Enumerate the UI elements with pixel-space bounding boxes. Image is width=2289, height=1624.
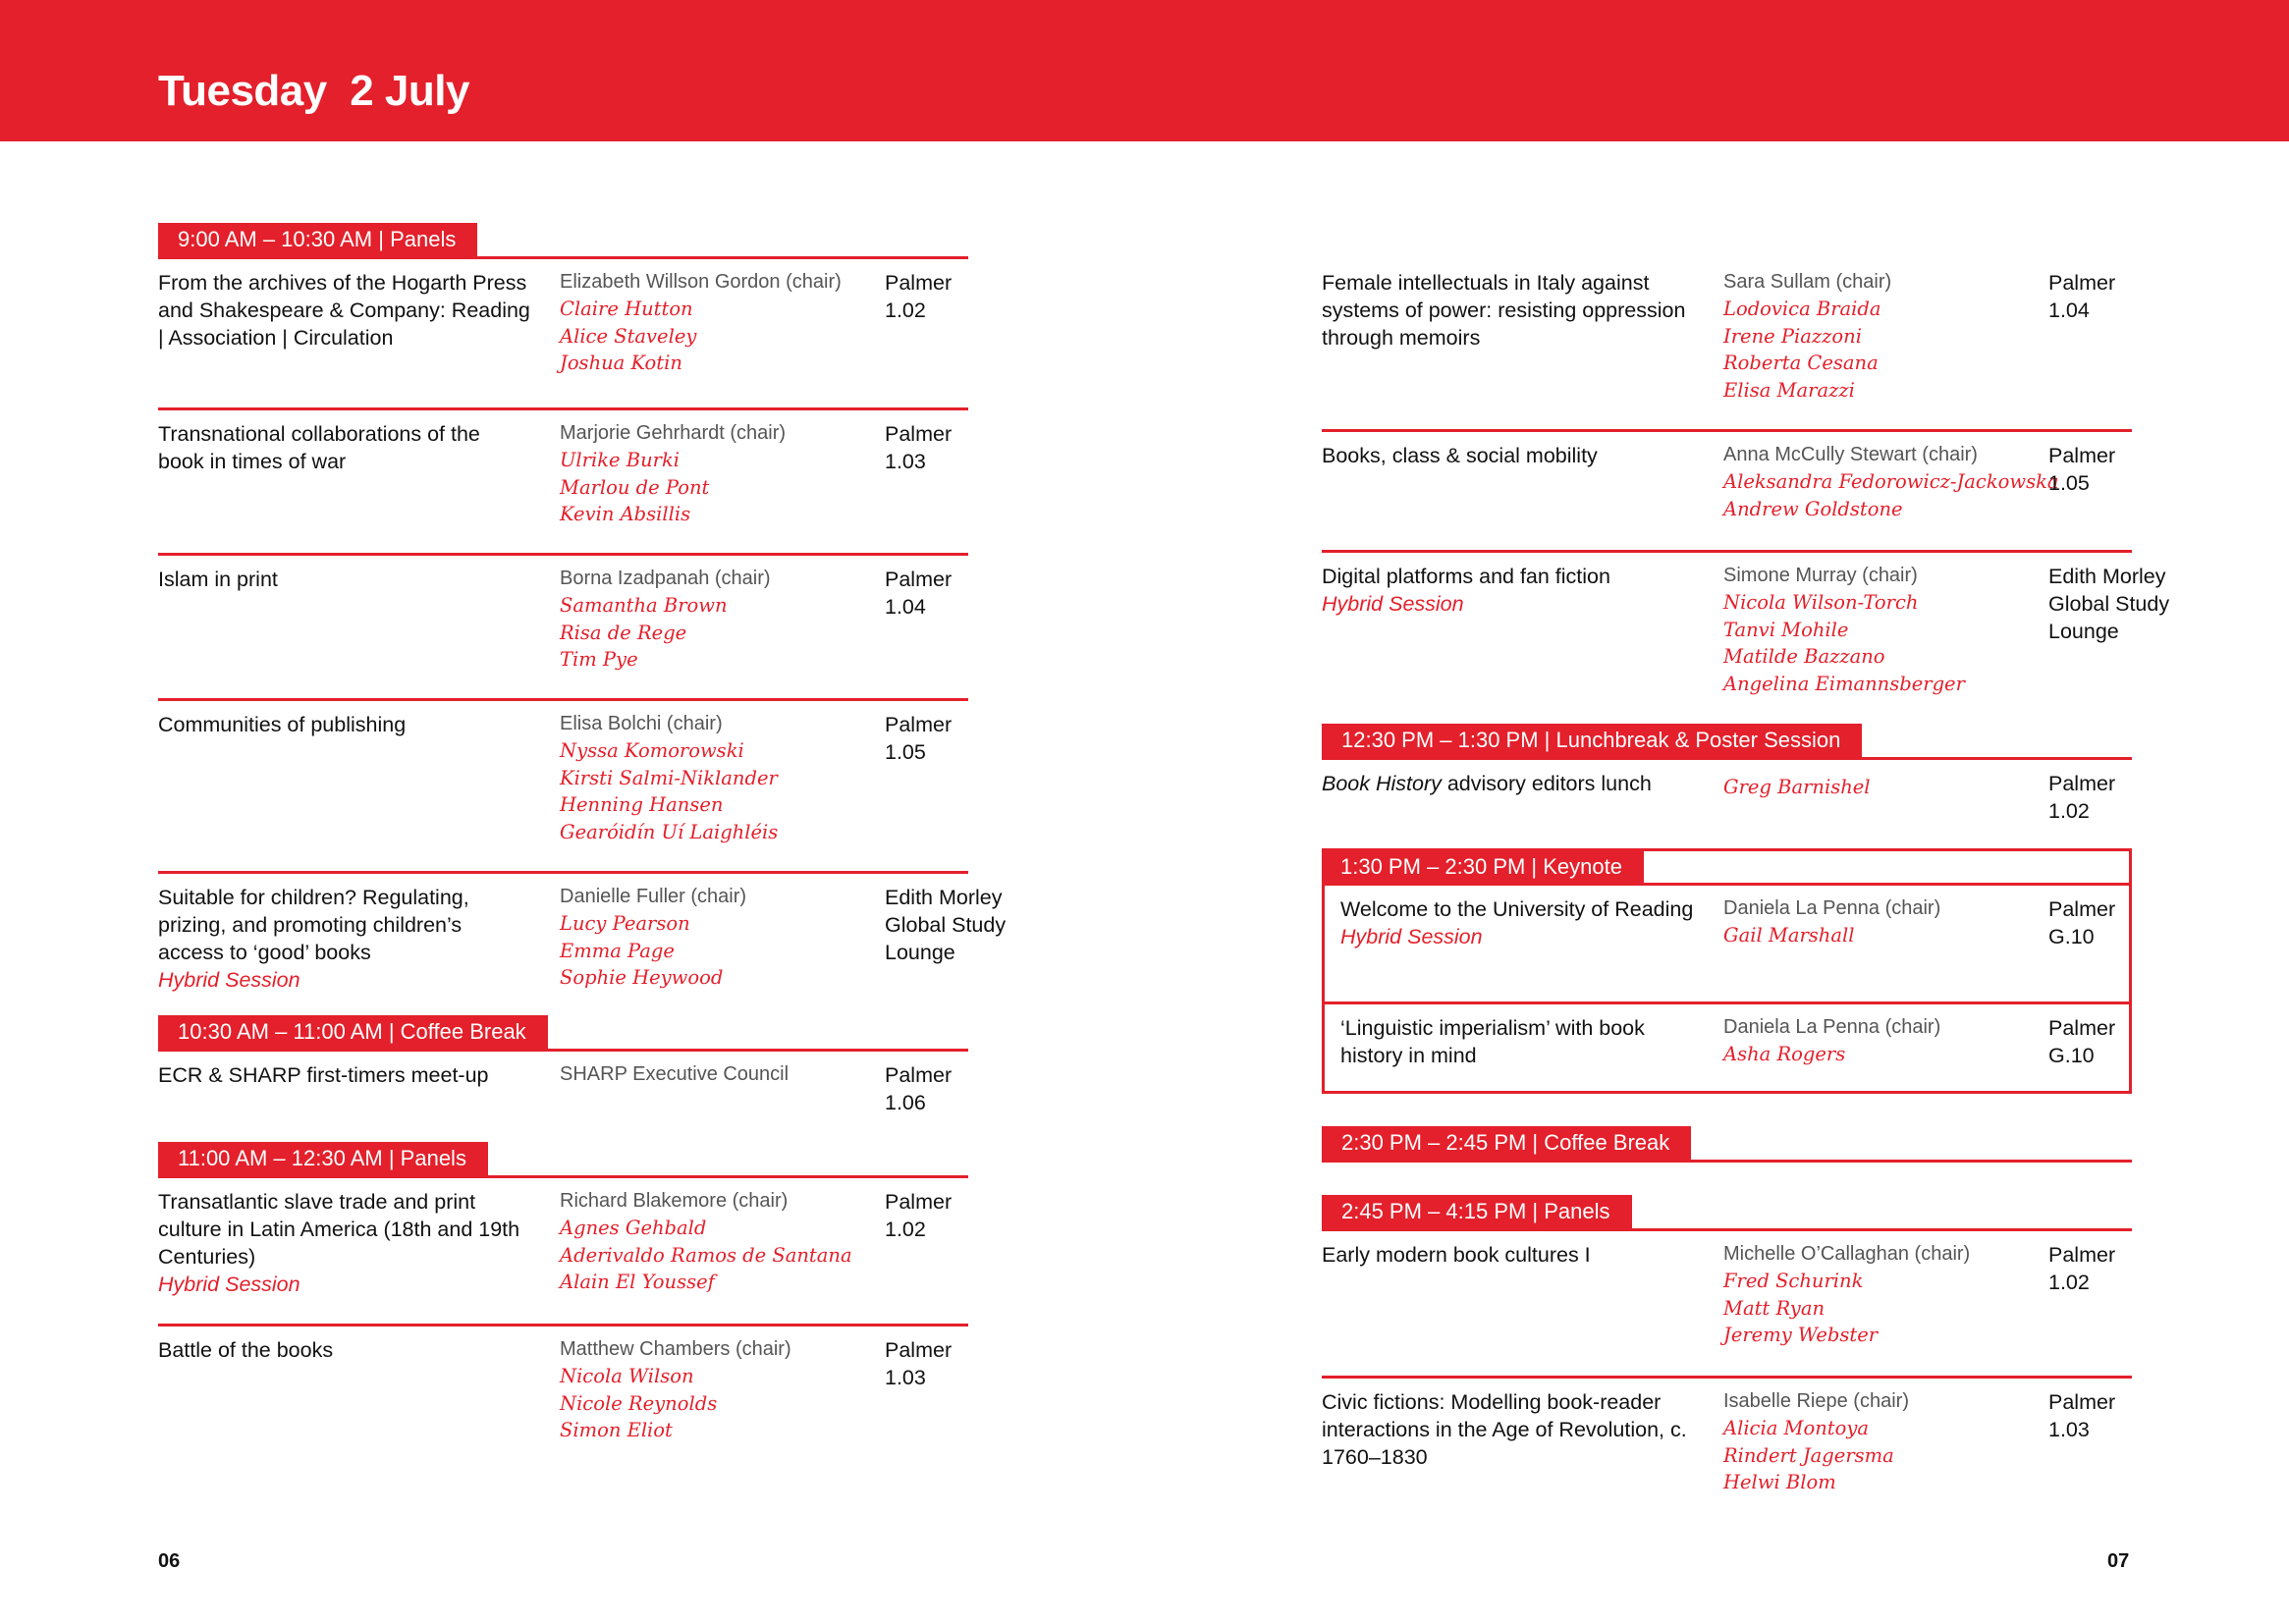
room-line: Palmer	[885, 1338, 953, 1362]
speaker: Tim Pye	[560, 648, 638, 671]
session-row	[158, 410, 968, 556]
session-title-italic: Book History	[1322, 772, 1442, 795]
room-line: 1.06	[885, 1091, 926, 1114]
speaker: Alicia Montoya	[1723, 1417, 1870, 1439]
session-title: Books, class & social mobility	[1322, 444, 1598, 467]
room-line: 1.02	[2048, 1271, 2090, 1294]
session-title	[1340, 895, 1694, 950]
session-title-text: advisory editors lunch	[1441, 772, 1652, 795]
session-people	[1723, 895, 2047, 949]
room-line: Palmer	[2048, 1016, 2116, 1040]
session-title: Communities of publishing	[158, 713, 407, 736]
timeslot-label: 9:00 AM – 10:30 AM | Panels	[158, 223, 477, 256]
speaker: Ulrike Burki	[560, 449, 681, 471]
timeslot-bar	[158, 223, 968, 259]
session-room	[885, 1188, 1032, 1243]
speaker: Nicole Reynolds	[560, 1391, 718, 1415]
speaker: Fred Schurink	[1723, 1270, 1864, 1292]
timeslot-label: 2:30 PM – 2:45 PM | Coffee Break	[1322, 1126, 1691, 1160]
speaker: Claire Hutton	[560, 298, 693, 320]
speaker: Simon Eliot	[560, 1419, 673, 1441]
session-chair: Michelle O’Callaghan (chair)	[1723, 1243, 1971, 1265]
speaker: Matilde Bazzano	[1723, 645, 1885, 668]
speaker: Risa de Rege	[560, 621, 687, 644]
timeslot-label: 10:30 AM – 11:00 AM | Coffee Break	[158, 1015, 548, 1049]
session-row	[1322, 432, 2132, 553]
session-row	[1322, 553, 2170, 720]
speaker: Nyssa Komorowski	[560, 739, 744, 762]
session-title	[1322, 770, 1715, 797]
timeslot-bar	[158, 1015, 968, 1052]
session-room	[2048, 1388, 2196, 1443]
room-line: 1.03	[885, 450, 926, 473]
session-title: Early modern book cultures I	[1322, 1243, 1591, 1267]
timeslot-label: 1:30 PM – 2:30 PM | Keynote	[1325, 851, 1644, 883]
speaker: Helwi Blom	[1723, 1471, 1836, 1493]
session-row	[158, 259, 968, 410]
room-line: Palmer	[2048, 271, 2116, 295]
speaker: Samantha Brown	[560, 594, 728, 617]
hybrid-session-label: Hybrid Session	[1340, 925, 1483, 948]
speaker: Alain El Youssef	[560, 1271, 715, 1293]
session-people	[1723, 774, 2047, 801]
session-people	[1723, 1014, 2047, 1068]
speaker: Gail Marshall	[1723, 924, 1855, 947]
session-row	[1325, 886, 2129, 1004]
session-title: ECR & SHARP first-timers meet-up	[158, 1063, 489, 1087]
session-title: From the archives of the Hogarth Press and Shakespeare & Company: Reading | Association | Circulation	[158, 271, 530, 350]
session-room	[2048, 895, 2196, 950]
session-chair: Sara Sullam (chair)	[1723, 271, 1892, 293]
timeslot-bar	[1325, 851, 2129, 886]
room-line: G.10	[2048, 925, 2095, 948]
session-title: Civic fictions: Modelling book-reader interactions in the Age of Revolution, c. 1760–1830	[1322, 1390, 1687, 1469]
session-chair: Marjorie Gehrhardt (chair)	[560, 422, 787, 444]
page-number: 06	[158, 1550, 181, 1572]
speaker: Matt Ryan	[1723, 1296, 1826, 1320]
keynote-box	[1322, 848, 2132, 1094]
session-room	[2048, 442, 2196, 497]
speaker: Greg Barnishel	[1723, 776, 1871, 798]
session-people	[1723, 1388, 2047, 1496]
session-chair: Isabelle Riepe (chair)	[1723, 1390, 1909, 1412]
room-line: Palmer	[2048, 1390, 2116, 1414]
session-title: Islam in print	[158, 568, 278, 591]
session-title: Battle of the books	[158, 1338, 334, 1362]
speaker: Rindert Jagersma	[1723, 1443, 1894, 1467]
session-title	[1322, 563, 1695, 618]
session-row	[1322, 259, 2132, 432]
timeslot-coffee-break	[158, 1015, 968, 1138]
timeslot-label: 11:00 AM – 12:30 AM | Panels	[158, 1142, 488, 1175]
room-line: 1.05	[2048, 471, 2090, 495]
timeslot-label: 2:45 PM – 4:15 PM | Panels	[1322, 1195, 1632, 1228]
session-people	[560, 566, 884, 674]
room-line: Palmer	[885, 1063, 953, 1087]
session-room	[2048, 1014, 2196, 1069]
session-chair: Elisa Bolchi (chair)	[560, 713, 723, 734]
room-line: 1.03	[2048, 1418, 2090, 1441]
speaker: Sophie Heywood	[560, 966, 724, 989]
session-row	[158, 1052, 968, 1138]
page-number: 07	[2107, 1550, 2130, 1572]
speaker: Marlou de Pont	[560, 475, 710, 499]
session-room	[885, 711, 1032, 766]
session-people	[560, 1188, 884, 1296]
room-line: 1.03	[885, 1366, 926, 1389]
speaker: Roberta Cesana	[1723, 352, 1879, 374]
room-line: 1.02	[2048, 799, 2090, 823]
speaker: Elisa Marazzi	[1723, 378, 1855, 402]
session-row	[158, 1326, 968, 1464]
room-line: Palmer	[2048, 897, 2116, 921]
session-title: ‘Linguistic imperialism’ with book history in mind	[1340, 1016, 1645, 1067]
room-line: Global Study	[2048, 592, 2170, 616]
room-line: Edith Morley	[885, 886, 1003, 909]
session-title-text: Transatlantic slave trade and print culture in Latin America (18th and 19th Centuries)	[158, 1190, 520, 1269]
session-row	[1325, 1004, 2129, 1093]
session-row	[1322, 1379, 2132, 1506]
session-people	[1723, 1241, 2047, 1349]
speaker: Lucy Pearson	[560, 912, 690, 935]
room-line: G.10	[2048, 1044, 2095, 1067]
room-line: Palmer	[885, 1190, 953, 1214]
session-room	[2048, 563, 2196, 645]
session-people	[1723, 563, 2047, 697]
session-title	[158, 1188, 531, 1298]
session-room	[2048, 1241, 2196, 1296]
session-title	[158, 884, 531, 994]
speaker: Lodovica Braida	[1723, 298, 1881, 320]
speaker: Aleksandra Fedorowicz-Jackowska	[1723, 470, 2059, 493]
session-row	[158, 1178, 968, 1326]
session-title-text: Suitable for children? Regulating, prizing, and promoting children’s access to ‘good’ books	[158, 886, 469, 964]
session-room	[885, 1336, 1032, 1391]
timeslot-coffee-break-afternoon	[1322, 1126, 2132, 1163]
session-room	[885, 884, 1032, 966]
room-line: Palmer	[885, 713, 953, 736]
speaker: Andrew Goldstone	[1723, 497, 1903, 520]
room-line: Lounge	[885, 941, 955, 964]
hybrid-session-label: Hybrid Session	[1322, 592, 1464, 616]
session-chair: Daniela La Penna (chair)	[1723, 1016, 1941, 1038]
session-room	[885, 420, 1032, 475]
session-row	[158, 701, 968, 874]
room-line: Edith Morley	[2048, 565, 2166, 588]
session-room	[885, 269, 1032, 324]
session-chair: Elizabeth Willson Gordon (chair)	[560, 271, 842, 293]
timeslot-label: 12:30 PM – 1:30 PM | Lunchbreak & Poster Session	[1322, 724, 1862, 757]
room-line: 1.02	[885, 298, 926, 322]
session-title-text: Welcome to the University of Reading	[1340, 897, 1694, 921]
timeslot-bar	[1322, 1126, 2132, 1163]
session-chair: SHARP Executive Council	[560, 1063, 790, 1085]
session-room	[2048, 770, 2196, 825]
session-people	[560, 420, 884, 528]
session-row	[1322, 760, 2132, 858]
speaker: Nicola Wilson-Torch	[1723, 591, 1919, 614]
session-row	[158, 556, 968, 701]
room-line: 1.04	[2048, 298, 2090, 322]
timeslot-bar	[1322, 1195, 2132, 1231]
session-row	[158, 874, 1007, 1021]
session-people	[1723, 442, 2059, 522]
speaker: Alice Staveley	[560, 324, 697, 348]
session-row	[1322, 1231, 2132, 1379]
speaker: Nicola Wilson	[560, 1365, 694, 1387]
session-people	[560, 1061, 884, 1088]
speaker: Emma Page	[560, 939, 675, 962]
speaker: Kevin Absillis	[560, 503, 691, 525]
speaker: Angelina Eimannsberger	[1723, 672, 1965, 695]
room-line: Palmer	[2048, 444, 2116, 467]
room-line: 1.02	[885, 1218, 926, 1241]
room-line: Palmer	[885, 271, 953, 295]
speaker: Irene Piazzoni	[1723, 324, 1862, 348]
session-people	[560, 1336, 884, 1444]
hybrid-session-label: Hybrid Session	[158, 1272, 300, 1296]
speaker: Joshua Kotin	[560, 352, 682, 374]
speaker: Aderivaldo Ramos de Santana	[560, 1243, 852, 1267]
session-room	[2048, 269, 2196, 324]
session-people	[560, 711, 884, 845]
speaker: Gearóidín Uí Laighléis	[560, 820, 779, 843]
timeslot-panels-morning	[158, 223, 1007, 1021]
timeslot-panels-late-morning	[158, 1142, 968, 1464]
room-line: Palmer	[2048, 1243, 2116, 1267]
speaker: Tanvi Mohile	[1723, 618, 1849, 641]
session-chair: Simone Murray (chair)	[1723, 565, 1918, 586]
speaker: Asha Rogers	[1723, 1043, 1846, 1065]
session-chair: Anna McCully Stewart (chair)	[1723, 444, 1978, 465]
hybrid-session-label: Hybrid Session	[158, 968, 300, 992]
session-title: Transnational collaborations of the book in times of war	[158, 422, 480, 473]
timeslot-lunchbreak	[1322, 724, 2132, 858]
session-chair: Daniela La Penna (chair)	[1723, 897, 1941, 919]
session-chair: Danielle Fuller (chair)	[560, 886, 747, 907]
timeslot-bar	[158, 1142, 968, 1178]
session-people	[1723, 269, 2047, 404]
room-line: Palmer	[885, 422, 953, 446]
room-line: Palmer	[885, 568, 953, 591]
session-title-text: Digital platforms and fan fiction	[1322, 565, 1610, 588]
room-line: Palmer	[2048, 772, 2116, 795]
session-room	[885, 1061, 1032, 1116]
timeslot-panels-continued	[1322, 259, 2170, 720]
session-title: Female intellectuals in Italy against systems of power: resisting oppression through memoirs	[1322, 271, 1686, 350]
speaker: Jeremy Webster	[1723, 1324, 1879, 1346]
speaker: Henning Hansen	[560, 793, 724, 816]
speaker: Agnes Gehbald	[560, 1217, 707, 1239]
room-line: 1.05	[885, 740, 926, 764]
timeslot-bar	[1322, 724, 2132, 760]
session-chair: Borna Izadpanah (chair)	[560, 568, 771, 589]
session-people	[560, 884, 884, 992]
session-room	[885, 566, 1032, 621]
session-chair: Richard Blakemore (chair)	[560, 1190, 789, 1212]
timeslot-panels-afternoon	[1322, 1195, 2132, 1506]
session-people	[560, 269, 884, 377]
room-line: Global Study	[885, 913, 1007, 937]
session-chair: Matthew Chambers (chair)	[560, 1338, 791, 1360]
room-line: Lounge	[2048, 620, 2119, 643]
room-line: 1.04	[885, 595, 926, 619]
page-title: Tuesday 2 July	[158, 67, 469, 115]
speaker: Kirsti Salmi-Niklander	[560, 766, 778, 789]
